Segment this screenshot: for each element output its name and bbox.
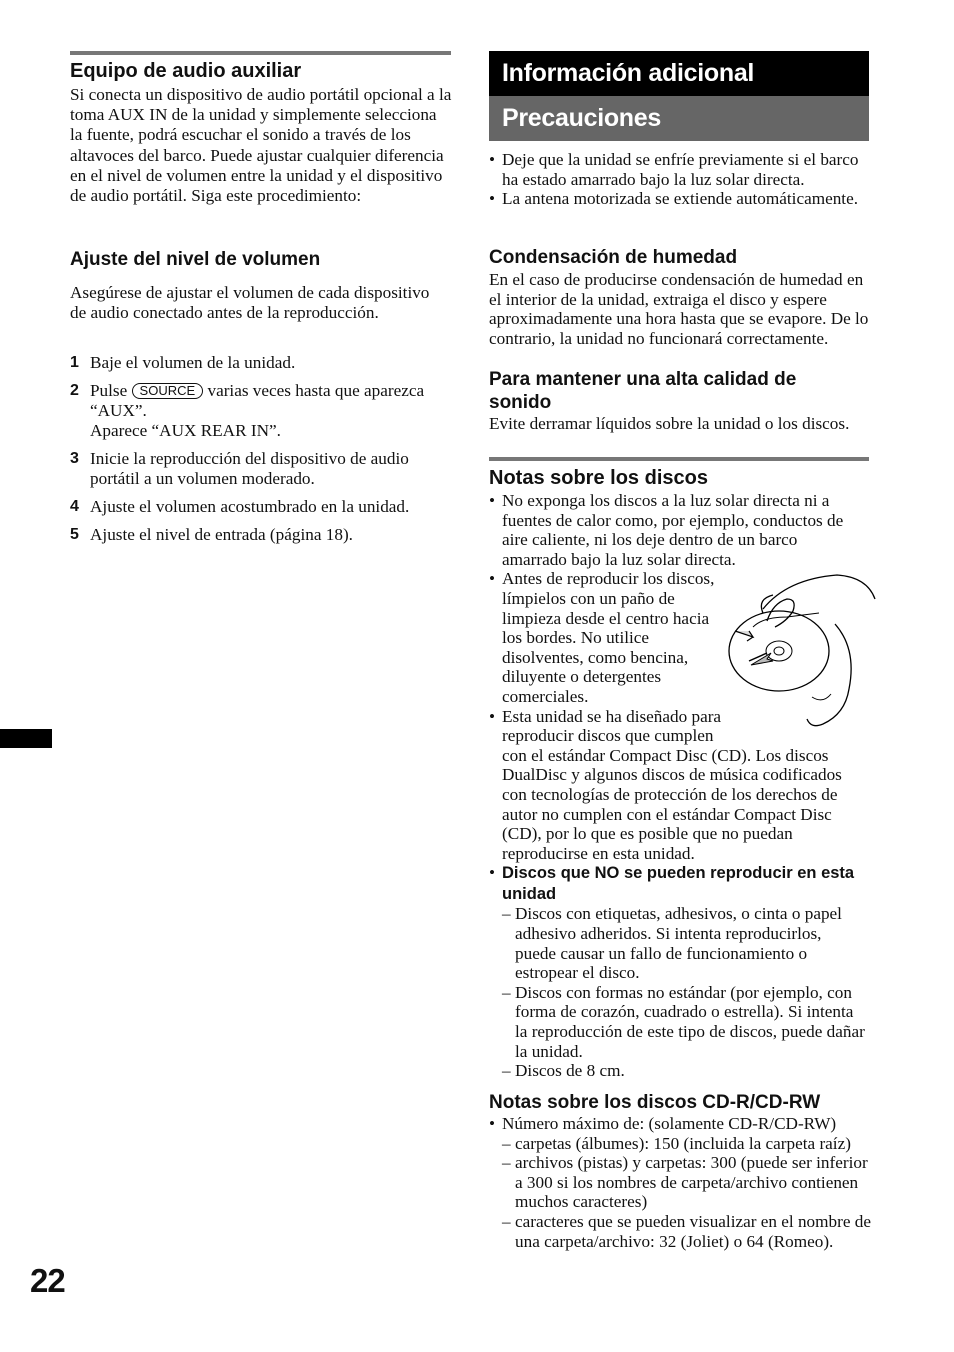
cdr-list: [489, 1114, 873, 1251]
source-key-icon: SOURCE: [132, 383, 204, 399]
volume-text: Asegúrese de ajustar el volumen de cada dispositivo de audio conectado antes de la reproducción.: [70, 283, 430, 323]
discs-list: [489, 491, 865, 1081]
quality-title: Para mantener una alta calidad de sonido: [489, 369, 797, 413]
list-item: [489, 863, 865, 1081]
list-item: • No exponga los discos a la luz solar directa ni a fuentes de calor como, por ejemplo, conductos de aire caliente, ni los deje dentro de un barco amarrado bajo la luz solar directa.: [489, 491, 865, 569]
step-item: 4 Ajuste el volumen acostumbrado en la unidad.: [70, 497, 410, 516]
precautions-list: [489, 150, 871, 209]
quality-text: Evite derramar líquidos sobre la unidad o los discos.: [489, 414, 850, 433]
list-item: • Deje que la unidad se enfríe previamente si el barco ha estado amarrado bajo la luz solar directa.: [489, 150, 871, 189]
not-playable-title: Discos que NO se pueden reproducir en esta unidad: [502, 864, 855, 903]
aux-text: Si conecta un dispositivo de audio portátil opcional a la toma AUX IN de la unidad y simplemente selecciona la fuente, podrá escuchar el sonido a través de los altavoces del barco. Puede ajustar cualquier diferencia en el nivel de volumen entre la unidad y el dispositivo de audio portátil. Siga este procedimiento:: [70, 85, 452, 206]
discs-title: Notas sobre los discos: [489, 467, 708, 489]
not-playable-list: [502, 904, 865, 1080]
list-item: – Discos de 8 cm.: [502, 1061, 865, 1081]
left-top-rule: [70, 51, 451, 55]
list-item: • Número máximo de: (solamente CD-R/CD-RW) – carpetas (álbumes): 150 (incluida la carpeta raíz) – archivos (pistas) y carpetas: 300 (puede ser inferior a 300 si los nombres de carpeta/archivo contienen muchos caracteres) – caracteres que se pueden visualizar en el nombre de una carpeta/archivo: 32 (Joliet) o 64 (Romeo).: [489, 1114, 873, 1251]
list-item: – archivos (pistas) y carpetas: 300 (puede ser inferior a 300 si los nombres de carpeta/archivo contienen muchos caracteres): [502, 1153, 873, 1212]
list-item: • Esta unidad se ha diseñado para reproducir discos que cumplen con el estándar Compact Disc (CD). Los discos DualDisc y algunos discos de música codificados con tecnologías de protección de los derechos de autor no cumplen con el estándar Compact Disc (CD), por lo que es posible que no puedan reproducirse en esta unidad.: [489, 707, 865, 864]
list-item: – Discos con etiquetas, adhesivos, o cinta o papel adhesivo adheridos. Si intenta reproducirlos, puede causar un fallo de funcionamiento o estropear el disco.: [502, 904, 865, 982]
discs-rule: [489, 457, 869, 461]
step-item: 3 Inicie la reproducción del dispositivo de audio portátil a un volumen moderado.: [70, 449, 409, 489]
step-item: 1 Baje el volumen de la unidad.: [70, 353, 296, 372]
section-banner-title: Información adicional: [489, 51, 869, 96]
list-item: – caracteres que se pueden visualizar en el nombre de una carpeta/archivo: 32 (Joliet) o 64 (Romeo).: [502, 1212, 873, 1251]
step-item: 5 Ajuste el nivel de entrada (página 18).: [70, 524, 353, 544]
aux-title: Equipo de audio auxiliar: [70, 60, 302, 82]
section-banner-subtitle: Precauciones: [489, 96, 869, 141]
step-item: 2 Pulse SOURCE varias veces hasta que aparezca “AUX”. Aparece “AUX REAR IN”.: [70, 380, 425, 441]
cdr-sublist: [489, 1134, 873, 1252]
condensation-title: Condensación de humedad: [489, 247, 738, 268]
page-number: 22: [30, 1262, 65, 1299]
list-item: • La antena motorizada se extiende automáticamente.: [489, 189, 871, 209]
list-item: – Discos con formas no estándar (por ejemplo, con forma de corazón, cuadrado o estrella). Si intenta la reproducción de este tipo de discos, puede dañar la unidad.: [502, 983, 865, 1061]
volume-steps: [70, 353, 452, 553]
list-item: • Antes de reproducir los discos, límpielos con un paño de limpieza desde el centro hacia los bordes. No utilice disolventes, como bencina, diluyente o detergentes comerciales.: [489, 569, 865, 706]
section-tab-marker: [0, 729, 52, 748]
list-item: – carpetas (álbumes): 150 (incluida la carpeta raíz): [502, 1134, 873, 1154]
cdr-title: Notas sobre los discos CD-R/CD-RW: [489, 1092, 821, 1113]
volume-title: Ajuste del nivel de volumen: [70, 249, 321, 270]
condensation-text: En el caso de producirse condensación de humedad en el interior de la unidad, extraiga el disco y espere aproximadamente una hora hasta que se evapore. De lo contrario, la unidad no funcionará correctamente.: [489, 270, 869, 348]
